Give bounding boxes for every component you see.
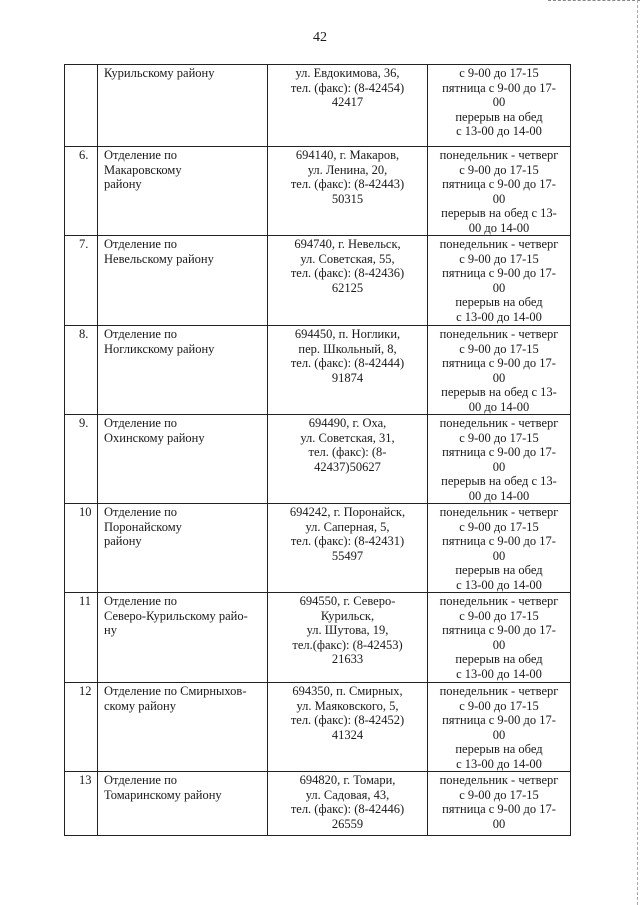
department-name-cell — [98, 147, 268, 236]
address-line: 26559 — [331, 816, 364, 831]
address-line: пер. Школьный, 8, — [298, 341, 397, 356]
working-hours-line: пятница с 9-00 до 17- — [442, 623, 556, 637]
working-hours-line: с 9-00 до 17-15 — [459, 162, 539, 177]
department-name-line: Северо-Курильскому райо- — [104, 608, 248, 623]
address-line: ул. Садовая, 43, — [305, 787, 390, 802]
working-hours-line: 00 до 14-00 — [468, 399, 530, 414]
address-line: 694140, г. Макаров, — [295, 148, 400, 162]
row-number: 11 — [65, 593, 98, 683]
address-line: 694740, г. Невельск, — [294, 237, 401, 251]
address-cell — [268, 683, 428, 772]
department-name-cell — [98, 415, 268, 504]
address-cell — [268, 147, 428, 236]
working-hours-line: 00 — [492, 280, 506, 295]
address-line: ул. Ленина, 20, — [307, 162, 388, 177]
department-name-line: Томаринскому району — [104, 787, 222, 802]
address-line: 694450, п. Ноглики, — [294, 327, 401, 341]
address-cell — [268, 504, 428, 593]
page-number: 42 — [313, 30, 327, 45]
working-hours-line: с 9-00 до 17-15 — [459, 519, 539, 534]
address-line: тел. (факс): (8- — [308, 445, 387, 459]
working-hours-line: понедельник - четверг — [439, 773, 559, 787]
working-hours-line: перерыв на обед с 13- — [441, 206, 557, 220]
working-hours-line: 00 — [492, 816, 506, 831]
address-line: 21633 — [331, 652, 364, 666]
department-name-line: району — [104, 177, 142, 191]
working-hours-cell — [428, 772, 571, 836]
working-hours-line: понедельник - четверг — [439, 594, 559, 608]
working-hours-line: пятница с 9-00 до 17- — [442, 177, 556, 191]
row-number: 7. — [65, 236, 98, 326]
working-hours-line: 00 — [492, 191, 506, 206]
department-name-line: Отделение по — [104, 237, 178, 251]
department-name-cell — [98, 683, 268, 772]
address-line: 694350, п. Смирных, — [292, 684, 403, 698]
working-hours-line: с 9-00 до 17-15 — [459, 341, 539, 356]
address-line: 694242, г. Поронайск, — [289, 505, 406, 519]
working-hours-line: понедельник - четверг — [439, 327, 559, 341]
page-edge-top — [548, 0, 640, 1]
table-row — [65, 326, 571, 415]
working-hours-line: понедельник - четверг — [439, 416, 559, 430]
address-cell — [268, 236, 428, 326]
department-name-cell — [98, 236, 268, 326]
department-name-line: Отделение по — [104, 416, 178, 430]
working-hours-line: пятница с 9-00 до 17- — [442, 266, 556, 280]
department-name-line: Отделение по — [104, 594, 178, 608]
address-cell — [268, 772, 428, 836]
address-line: тел. (факс): (8-42452) — [290, 713, 405, 727]
department-name-cell — [98, 65, 268, 147]
working-hours-cell — [428, 593, 571, 683]
table-row — [65, 683, 571, 772]
working-hours-line: пятница с 9-00 до 17- — [442, 534, 556, 548]
working-hours-line: понедельник - четверг — [439, 148, 559, 162]
address-line: тел.(факс): (8-42453) — [292, 637, 403, 652]
address-line: тел. (факс): (8-42444) — [290, 356, 405, 370]
address-line: ул. Советская, 55, — [300, 251, 395, 266]
working-hours-line: 00 — [492, 459, 506, 474]
working-hours-line: понедельник - четверг — [439, 684, 559, 698]
address-line: ул. Маяковского, 5, — [296, 698, 399, 713]
department-name-cell — [98, 593, 268, 683]
working-hours-cell — [428, 147, 571, 236]
working-hours-line: с 9-00 до 17-15 — [459, 251, 539, 266]
department-name-cell — [98, 326, 268, 415]
working-hours-line: пятница с 9-00 до 17- — [442, 80, 556, 95]
address-line: 694490, г. Оха, — [308, 416, 387, 430]
address-line: ул. Советская, 31, — [300, 430, 395, 445]
department-name-cell — [98, 772, 268, 836]
row-number: 12 — [65, 683, 98, 772]
department-name-line: Охинскому району — [104, 430, 205, 445]
address-line: тел. (факс): (8-42446) — [290, 802, 405, 816]
address-line: 41324 — [331, 727, 364, 742]
table-row — [65, 593, 571, 683]
table-row — [65, 65, 571, 147]
address-line: 42437)50627 — [314, 459, 381, 474]
working-hours-line: с 13-00 до 14-00 — [456, 309, 542, 324]
working-hours-line: 00 — [492, 548, 506, 563]
working-hours-line: перерыв на обед — [455, 652, 543, 666]
table-row — [65, 504, 571, 593]
department-name-line: Отделение по — [104, 505, 178, 519]
address-cell — [268, 326, 428, 415]
table-row — [65, 236, 571, 326]
working-hours-cell — [428, 683, 571, 772]
working-hours-line: перерыв на обед — [455, 742, 543, 756]
departments-table — [64, 64, 571, 836]
address-line: тел. (факс): (8-42454) — [290, 80, 405, 95]
address-line: 694550, г. Северо- — [299, 594, 396, 608]
working-hours-line: перерыв на обед с 13- — [441, 474, 557, 488]
row-number: 10 — [65, 504, 98, 593]
working-hours-cell — [428, 504, 571, 593]
department-name-line: Отделение по — [104, 773, 178, 787]
table-row — [65, 772, 571, 836]
department-name-line: скому району — [104, 698, 176, 713]
row-number: 9. — [65, 415, 98, 504]
address-line: тел. (факс): (8-42436) — [290, 266, 405, 280]
address-line: 62125 — [331, 280, 364, 295]
working-hours-line: перерыв на обед — [455, 109, 543, 124]
address-cell — [268, 415, 428, 504]
department-name-line: Поронайскому — [104, 519, 182, 534]
working-hours-line: с 13-00 до 14-00 — [456, 124, 542, 138]
table-row — [65, 147, 571, 236]
department-name-cell — [98, 504, 268, 593]
department-name-line: Отделение по — [104, 148, 178, 162]
address-line: ул. Евдокимова, 36, — [295, 66, 400, 80]
working-hours-line: понедельник - четверг — [439, 237, 559, 251]
address-line: 694820, г. Томари, — [299, 773, 396, 787]
address-line: ул. Саперная, 5, — [305, 519, 390, 534]
address-line: 42417 — [331, 95, 364, 109]
working-hours-line: 00 — [492, 727, 506, 742]
working-hours-cell — [428, 326, 571, 415]
working-hours-cell — [428, 415, 571, 504]
department-name-line: Макаровскому — [104, 162, 182, 177]
working-hours-line: пятница с 9-00 до 17- — [442, 713, 556, 727]
address-line: 91874 — [331, 370, 364, 385]
table-body — [65, 65, 571, 836]
working-hours-line: 00 до 14-00 — [468, 220, 530, 235]
working-hours-line: пятница с 9-00 до 17- — [442, 356, 556, 370]
working-hours-line: 00 — [492, 95, 506, 109]
row-number — [65, 65, 98, 147]
table-row — [65, 415, 571, 504]
address-line: 50315 — [331, 191, 364, 206]
department-name-line: Отделение по — [104, 327, 178, 341]
working-hours-line: пятница с 9-00 до 17- — [442, 445, 556, 459]
address-cell — [268, 593, 428, 683]
working-hours-line: 00 — [492, 370, 506, 385]
working-hours-line: пятница с 9-00 до 17- — [442, 802, 556, 816]
working-hours-line: 00 — [492, 637, 506, 652]
working-hours-line: с 9-00 до 17-15 — [459, 698, 539, 713]
working-hours-line: с 13-00 до 14-00 — [456, 577, 542, 592]
department-name-line: району — [104, 534, 142, 548]
working-hours-line: с 9-00 до 17-15 — [459, 787, 539, 802]
department-name-line: Отделение по Смирныхов- — [104, 684, 247, 698]
department-name-line: ну — [104, 623, 117, 637]
address-cell — [268, 65, 428, 147]
department-name-line: Ногликскому району — [104, 341, 215, 356]
address-line: тел. (факс): (8-42431) — [290, 534, 405, 548]
working-hours-line: понедельник - четверг — [439, 505, 559, 519]
address-line: Курильск, — [320, 608, 375, 623]
working-hours-line: 00 до 14-00 — [468, 488, 530, 503]
address-line: ул. Шутова, 19, — [306, 623, 389, 637]
department-name-line: Невельскому району — [104, 251, 214, 266]
department-name-line: Курильскому району — [104, 66, 215, 80]
working-hours-line: с 13-00 до 14-00 — [456, 756, 542, 771]
working-hours-line: перерыв на обед с 13- — [441, 385, 557, 399]
page-edge-right — [637, 0, 638, 905]
row-number: 6. — [65, 147, 98, 236]
row-number: 13 — [65, 772, 98, 836]
address-line: тел. (факс): (8-42443) — [290, 177, 405, 191]
working-hours-line: перерыв на обед — [455, 295, 543, 309]
working-hours-line: с 9-00 до 17-15 — [459, 66, 539, 80]
working-hours-cell — [428, 236, 571, 326]
working-hours-line: с 9-00 до 17-15 — [459, 608, 539, 623]
working-hours-cell — [428, 65, 571, 147]
working-hours-line: перерыв на обед — [455, 563, 543, 577]
working-hours-line: с 9-00 до 17-15 — [459, 430, 539, 445]
row-number: 8. — [65, 326, 98, 415]
address-line: 55497 — [331, 548, 364, 563]
working-hours-line: с 13-00 до 14-00 — [456, 666, 542, 681]
